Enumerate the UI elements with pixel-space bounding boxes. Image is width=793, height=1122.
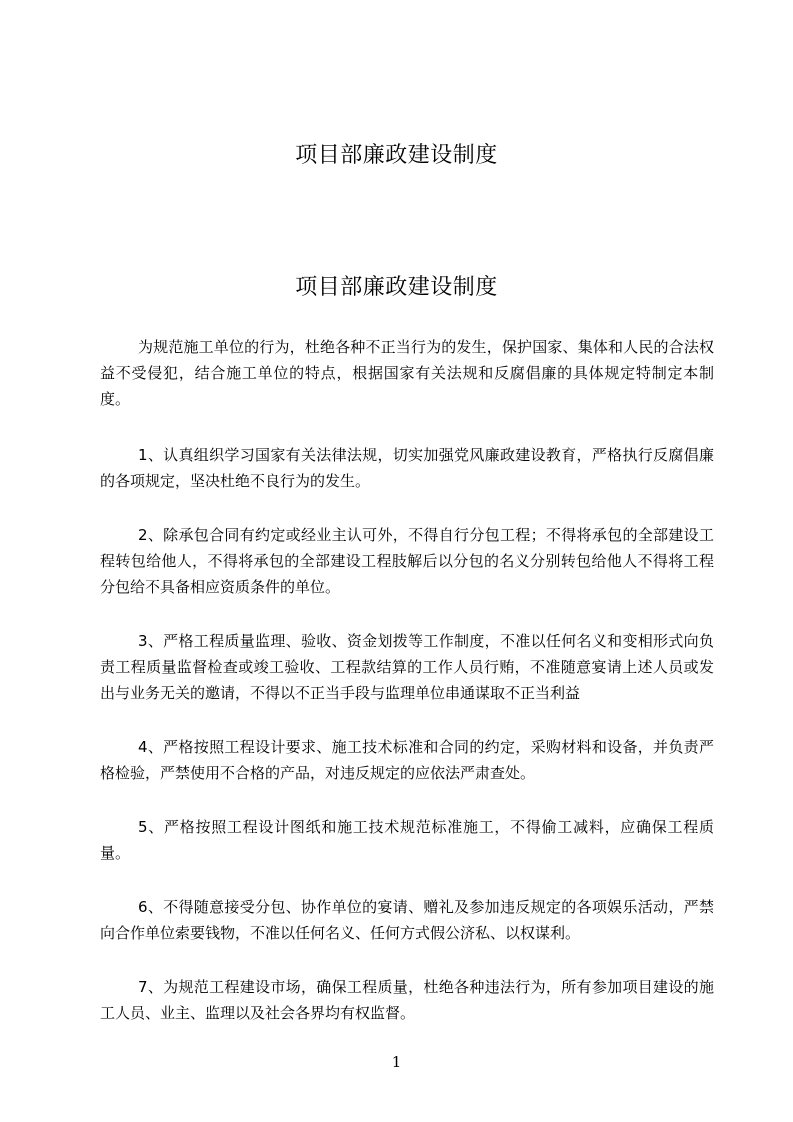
page-title: 项目部廉政建设制度 — [295, 275, 498, 300]
document-body — [100, 334, 714, 1054]
clause-2: 2、除承包合同有约定或经业主认可外，不得自行分包工程；不得将承包的全部建设工程转包给他人，不得将承包的全部建设工程肢解后以分包的名义分别转包给他人不得将工程分包给不具备相应资质条件的单位。 — [100, 526, 714, 596]
clause-3: 3、严格工程质量监理、验收、资金划拨等工作制度，不准以任何名义和变相形式向负责工程质量监督检查或竣工验收、工程款结算的工作人员行贿，不准随意宴请上述人员或发出与业务无关的邀请，不得以不正当手段与监理单位串通谋取不正当利益 — [100, 632, 714, 702]
clause-7: 7、为规范工程建设市场，确保工程质量，杜绝各种违法行为，所有参加项目建设的施工人员、业主、监理以及社会各界均有权监督。 — [100, 978, 714, 1022]
intro-paragraph: 为规范施工单位的行为，杜绝各种不正当行为的发生，保护国家、集体和人民的合法权益不受侵犯，结合施工单位的特点，根据国家有关法规和反腐倡廉的具体规定特制定本制度。 — [100, 338, 714, 408]
clause-6: 6、不得随意接受分包、协作单位的宴请、赠礼及参加违反规定的各项娱乐活动，严禁向合作单位索要钱物，不准以任何名义、任何方式假公济私、以权谋利。 — [100, 898, 714, 942]
cover-title: 项目部廉政建设制度 — [295, 143, 498, 168]
page-number: 1 — [391, 1053, 402, 1071]
clause-1: 1、认真组织学习国家有关法律法规，切实加强党风廉政建设教育，严格执行反腐倡廉的各项规定，坚决杜绝不良行为的发生。 — [100, 446, 714, 490]
clause-4: 4、严格按照工程设计要求、施工技术标准和合同的约定，采购材料和设备，并负责严格检验，严禁使用不合格的产品，对违反规定的应依法严肃查处。 — [100, 738, 714, 782]
clause-5: 5、严格按照工程设计图纸和施工技术规范标准施工，不得偷工减料，应确保工程质量。 — [100, 818, 714, 862]
